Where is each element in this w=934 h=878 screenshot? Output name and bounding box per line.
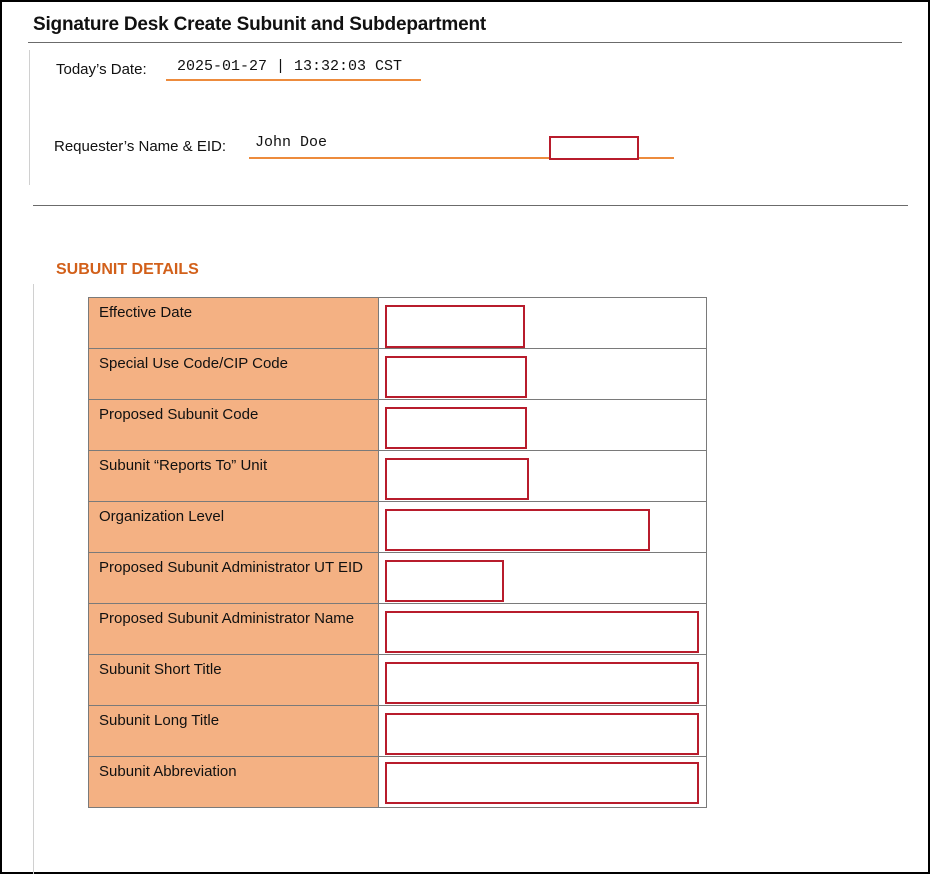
special-use-code-field[interactable]	[385, 356, 527, 398]
table-row	[89, 553, 707, 604]
proposed-subunit-code-field[interactable]	[385, 407, 527, 449]
subunit-details-table	[88, 297, 707, 808]
table-row	[89, 298, 707, 349]
table-row	[89, 757, 707, 808]
admin-name-label: Proposed Subunit Administrator Name	[89, 604, 379, 655]
reports-to-unit-field[interactable]	[385, 458, 529, 500]
table-row	[89, 349, 707, 400]
organization-level-field[interactable]	[385, 509, 650, 551]
eid-field[interactable]	[549, 136, 639, 160]
proposed-subunit-code-label: Proposed Subunit Code	[89, 400, 379, 451]
table-row	[89, 655, 707, 706]
table-row	[89, 502, 707, 553]
table-row	[89, 451, 707, 502]
long-title-field[interactable]	[385, 713, 699, 755]
title-divider	[28, 42, 902, 43]
admin-name-field[interactable]	[385, 611, 699, 653]
long-title-label: Subunit Long Title	[89, 706, 379, 757]
effective-date-field[interactable]	[385, 305, 525, 348]
short-title-label: Subunit Short Title	[89, 655, 379, 706]
requester-label: Requester’s Name & EID:	[54, 138, 227, 155]
section-heading: SUBUNIT DETAILS	[56, 261, 199, 278]
requester-name-value[interactable]: John Doe	[255, 134, 328, 151]
table-row	[89, 706, 707, 757]
effective-date-label: Effective Date	[89, 298, 379, 349]
table-row	[89, 400, 707, 451]
date-underline	[166, 79, 421, 81]
short-title-field[interactable]	[385, 662, 699, 704]
reports-to-unit-label: Subunit “Reports To” Unit	[89, 451, 379, 502]
abbreviation-field[interactable]	[385, 762, 699, 804]
admin-eid-label: Proposed Subunit Administrator UT EID	[89, 553, 379, 604]
table-row	[89, 604, 707, 655]
date-label: Today’s Date:	[56, 61, 147, 78]
special-use-code-label: Special Use Code/CIP Code	[89, 349, 379, 400]
page-title: Signature Desk Create Subunit and Subdepartment	[33, 14, 487, 35]
left-margin-rule-lower	[33, 284, 34, 874]
section-divider	[33, 205, 908, 206]
date-value[interactable]: 2025-01-27 | 13:32:03 CST	[177, 58, 403, 75]
organization-level-label: Organization Level	[89, 502, 379, 553]
admin-eid-field[interactable]	[385, 560, 504, 602]
abbreviation-label: Subunit Abbreviation	[89, 757, 379, 808]
left-margin-rule	[29, 50, 30, 185]
